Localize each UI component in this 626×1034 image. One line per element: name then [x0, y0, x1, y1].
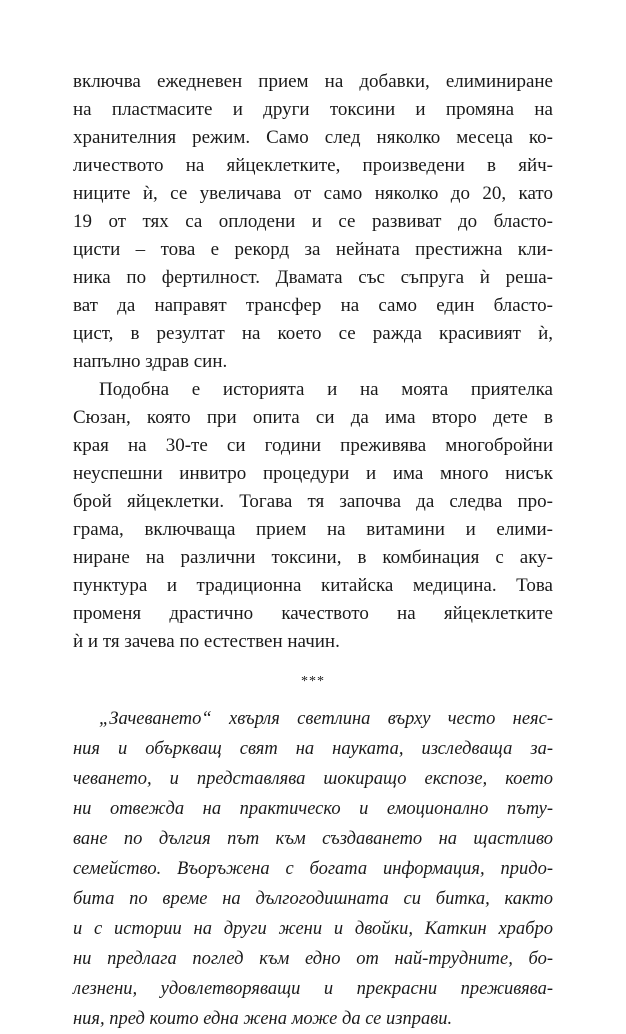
text-line: неуспешни инвитро процедури и има много нисък: [73, 463, 553, 484]
text-line: личеството на яйцеклетките, произведени в яйч-: [73, 155, 553, 176]
text-line: напълно здрав син.: [73, 351, 228, 372]
body-paragraph-1: [73, 68, 553, 376]
book-page: [73, 68, 553, 1034]
text-line: променя драстично качеството на яйцеклетките: [73, 603, 553, 624]
blurb-line: лезнени, удовлетворяващи и прекрасни преживява-: [73, 979, 553, 999]
body-paragraph-2: [73, 376, 553, 656]
text-line: Сюзан, която при опита си да има второ дете в: [73, 407, 553, 428]
blurb-line: чеването, и представлява шокиращо експозе, което: [73, 769, 553, 789]
text-line: брой яйцеклетки. Тогава тя започва да следва про-: [73, 491, 553, 512]
blurb-line: ни отвежда на практическо и емоционално пъту-: [73, 799, 553, 819]
text-line: цист, в резултат на което се ражда красивият ѝ,: [73, 323, 553, 344]
section-separator: ***: [301, 674, 325, 689]
text-line: хранителния режим. Само след няколко месеца ко-: [73, 127, 553, 148]
blurb-line: ния, пред които една жена може да се изправи.: [73, 1009, 453, 1029]
text-line: ниците ѝ, се увеличава от само няколко до 20, като: [73, 183, 553, 204]
blurb-line: бита по време на дългогодишната си битка, както: [73, 889, 553, 909]
text-line: ѝ и тя зачева по естествен начин.: [73, 631, 340, 652]
text-line: грама, включваща прием на витамини и елими-: [73, 519, 553, 540]
blurb-line: ване по дългия път към създаването на щастливо: [73, 829, 553, 849]
blurb-line: семейство. Въоръжена с богата информация, придо-: [73, 859, 553, 879]
text-line: Подобна е историята и на моята приятелка: [99, 379, 553, 400]
text-line: ниране на различни токсини, в комбинация с аку-: [73, 547, 553, 568]
text-line: 19 от тях са оплодени и се развиват до бласто-: [73, 211, 553, 232]
blurb-line: „Зачеването“ хвърля светлина върху често неяс-: [99, 709, 553, 729]
text-line: на пластмасите и други токсини и промяна на: [73, 99, 553, 120]
blurb-line: ни предлага поглед към едно от най-трудните, бо-: [73, 949, 553, 969]
text-line: ват да направят трансфер на само един бласто-: [73, 295, 553, 316]
blurb-line: и с истории на други жени и двойки, Каткин храбро: [73, 919, 553, 939]
text-line: цисти – това е рекорд за нейната престижна кли-: [73, 239, 553, 260]
text-line: края на 30-те си години преживява многобройни: [73, 435, 553, 456]
text-line: ника по фертилност. Двамата със съпруга ѝ реша-: [73, 267, 553, 288]
blurb-line: ния и объркващ свят на науката, изследваща за-: [73, 739, 553, 759]
text-line: пунктура и традиционна китайска медицина. Това: [73, 575, 553, 596]
text-line: включва ежедневен прием на добавки, елиминиране: [73, 71, 553, 92]
book-blurb: [73, 704, 553, 1034]
